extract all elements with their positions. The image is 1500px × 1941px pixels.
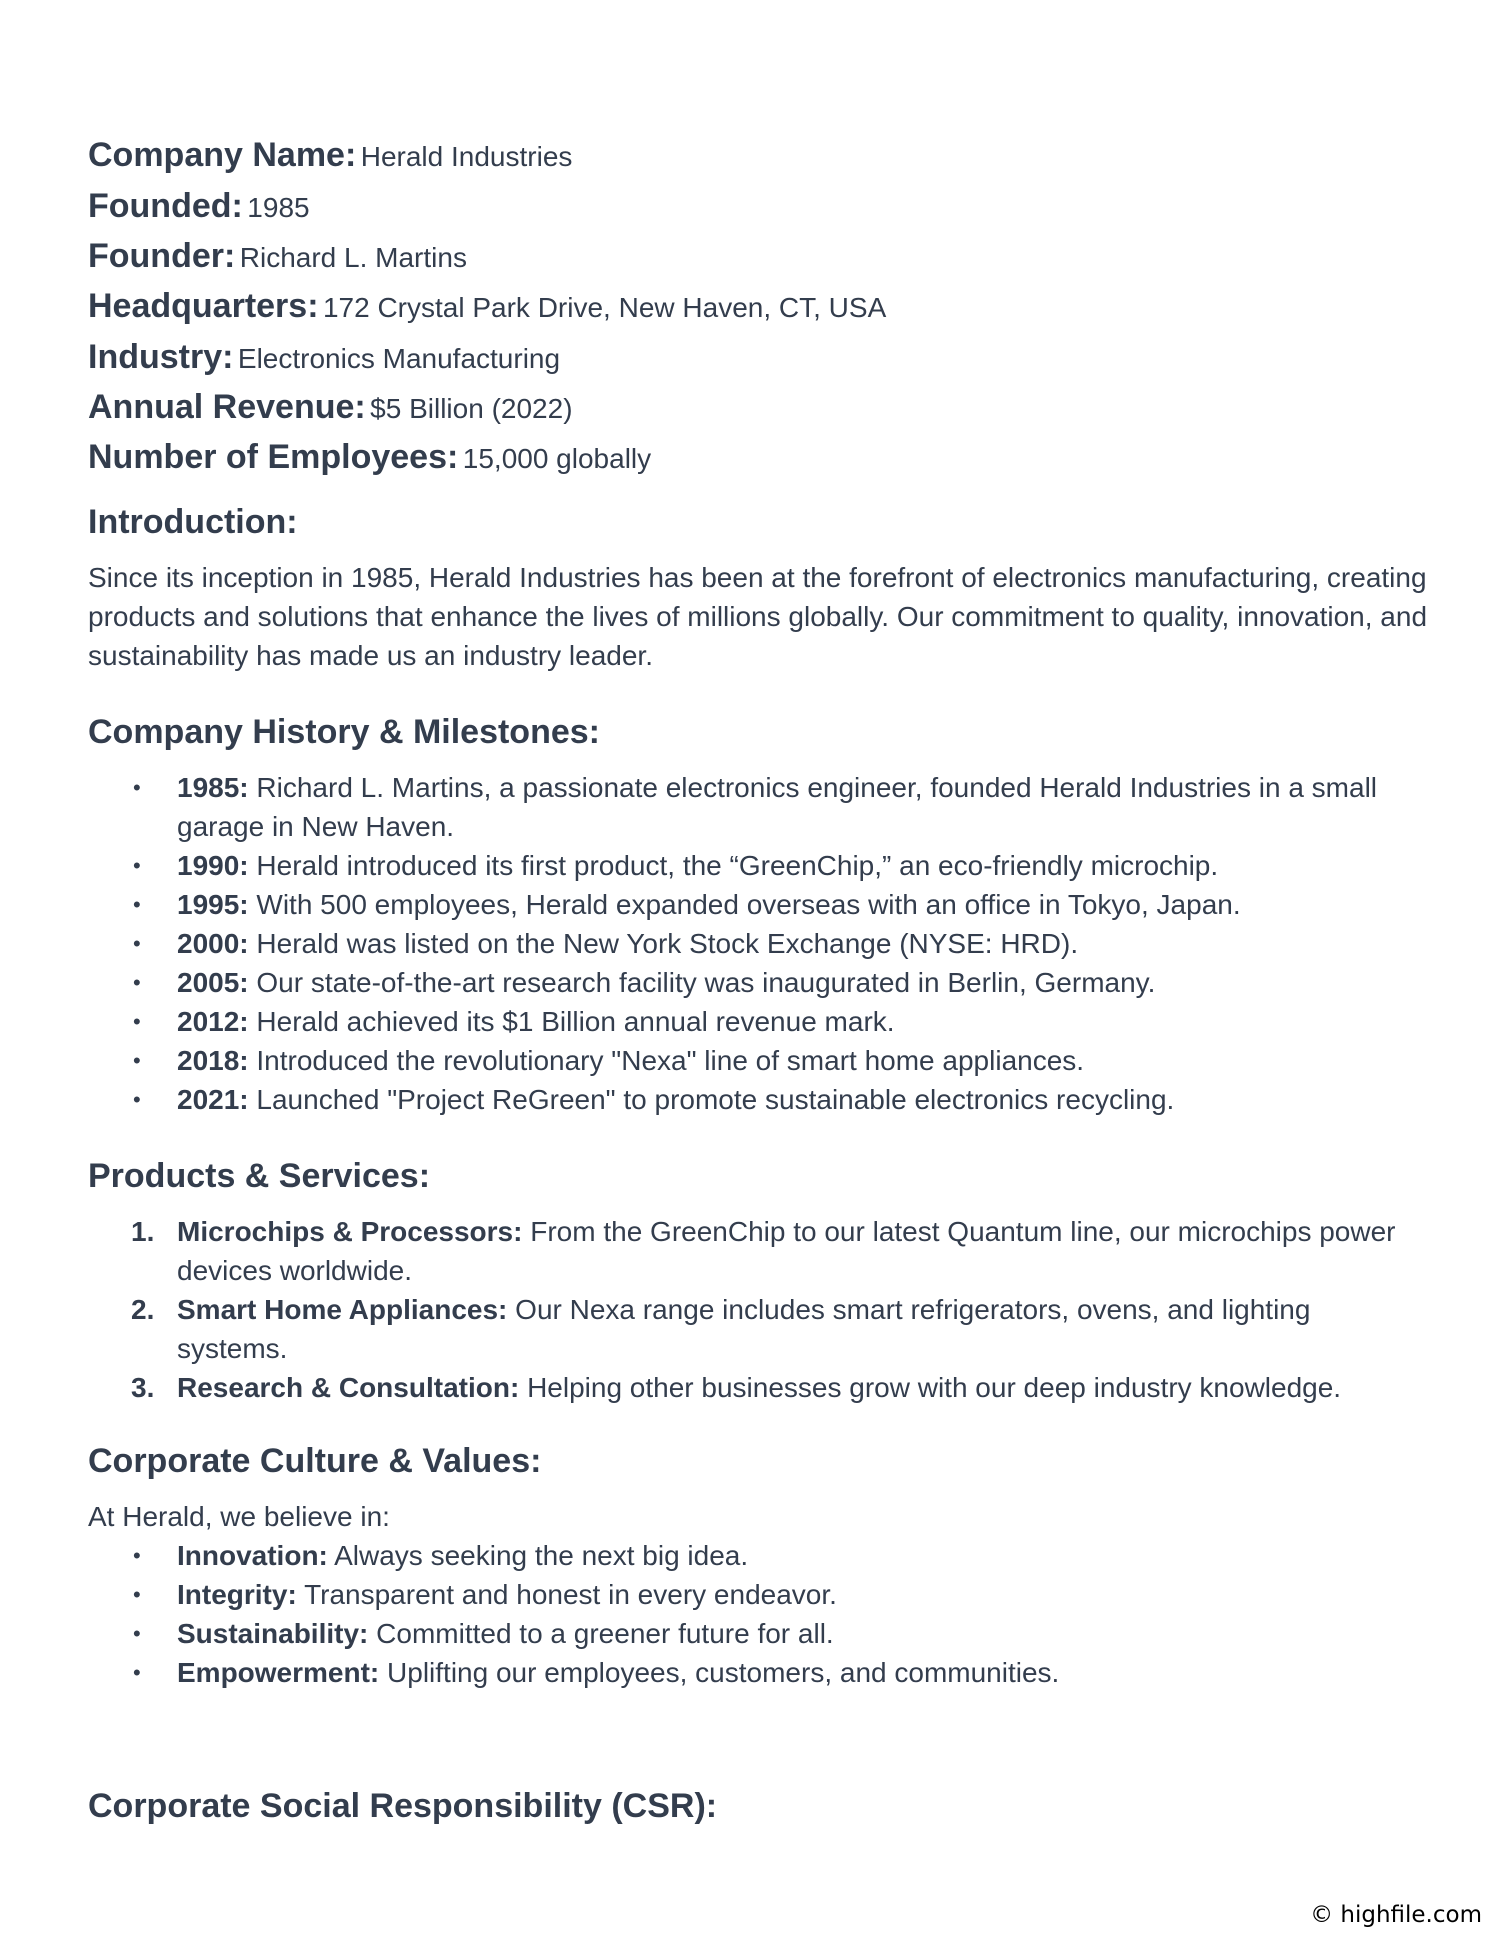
milestone-text: Herald was listed on the New York Stock Exchange (NYSE: HRD). [256, 928, 1079, 959]
value-label: Empowerment: [177, 1657, 380, 1688]
value-text: Always seeking the next big idea. [334, 1540, 749, 1571]
bullet-icon: • [133, 1621, 141, 1646]
list-item [88, 885, 1428, 924]
value-label: Innovation: [177, 1540, 328, 1571]
list-item [88, 924, 1428, 963]
value-text: Uplifting our employees, customers, and communities. [387, 1657, 1060, 1688]
product-text: From the GreenChip to our latest Quantum line, our microchips power devices worldwide. [177, 1216, 1396, 1286]
product-label: Research & Consultation: [177, 1372, 520, 1403]
bullet-icon: • [133, 1087, 141, 1112]
list-item [88, 1575, 1428, 1614]
milestone-text: Herald introduced its first product, the “GreenChip,” an eco-friendly microchip. [256, 850, 1219, 881]
bullet-icon: • [133, 1009, 141, 1034]
list-number: 2. [131, 1294, 155, 1325]
info-label: Number of Employees: [88, 438, 459, 476]
milestone-text: Richard L. Martins, a passionate electronics engineer, founded Herald Industries in a small garage in New Haven. [177, 772, 1378, 842]
info-value: Electronics Manufacturing [237, 343, 561, 374]
list-item [88, 768, 1428, 846]
milestone-year: 2021: [177, 1084, 249, 1115]
headquarters-line [88, 289, 886, 323]
info-label: Industry: [88, 338, 234, 376]
value-label: Integrity: [177, 1579, 297, 1610]
industry-line [88, 340, 560, 374]
annual-revenue-line [88, 390, 573, 424]
bullet-icon: • [133, 1582, 141, 1607]
list-item [88, 963, 1428, 1002]
introduction-text: Since its inception in 1985, Herald Industries has been at the forefront of electronics manufacturing, creating products and solutions that enhance the lives of millions globally. Our commitment to quality, innovation, and sustainability has made us an industry leader. [88, 562, 1428, 671]
info-value: 172 Crystal Park Drive, New Haven, CT, USA [322, 292, 887, 323]
culture-intro: At Herald, we believe in: [88, 1501, 390, 1532]
bullet-icon: • [133, 1543, 141, 1568]
products-list [88, 1212, 1428, 1407]
milestone-year: 2000: [177, 928, 249, 959]
bullet-icon: • [133, 892, 141, 917]
info-label: Founded: [88, 187, 243, 225]
milestone-year: 1990: [177, 850, 249, 881]
milestone-year: 2018: [177, 1045, 249, 1076]
milestone-year: 2012: [177, 1006, 249, 1037]
milestone-year: 2005: [177, 967, 249, 998]
milestone-text: Launched "Project ReGreen" to promote sustainable electronics recycling. [256, 1084, 1175, 1115]
info-label: Founder: [88, 237, 236, 275]
culture-list [88, 1536, 1428, 1692]
products-heading: Products & Services: [88, 1157, 431, 1195]
culture-heading: Corporate Culture & Values: [88, 1442, 542, 1480]
history-heading: Company History & Milestones: [88, 713, 600, 751]
list-number: 3. [131, 1372, 155, 1403]
bullet-icon: • [133, 1660, 141, 1685]
list-item [88, 1653, 1428, 1692]
info-label: Company Name: [88, 136, 357, 174]
milestone-year: 1985: [177, 772, 249, 803]
bullet-icon: • [133, 970, 141, 995]
value-text: Transparent and honest in every endeavor. [304, 1579, 837, 1610]
bullet-icon: • [133, 853, 141, 878]
list-item [88, 1290, 1428, 1368]
bullet-icon: • [133, 775, 141, 800]
product-text: Our Nexa range includes smart refrigerators, ovens, and lighting systems. [177, 1294, 1311, 1364]
founded-line [88, 189, 310, 223]
founder-line [88, 239, 467, 273]
list-item [88, 1536, 1428, 1575]
company-name-line [88, 138, 572, 172]
info-value: 1985 [247, 192, 310, 223]
bullet-icon: • [133, 931, 141, 956]
introduction-heading: Introduction: [88, 503, 298, 541]
info-label: Headquarters: [88, 287, 319, 325]
list-number: 1. [131, 1216, 155, 1247]
bullet-icon: • [133, 1048, 141, 1073]
copyright-footer: © highfile.com [1310, 1902, 1482, 1928]
milestone-text: Herald achieved its $1 Billion annual revenue mark. [256, 1006, 895, 1037]
list-item [88, 1212, 1428, 1290]
milestone-text: Introduced the revolutionary "Nexa" line of smart home appliances. [256, 1045, 1085, 1076]
milestone-year: 1995: [177, 889, 249, 920]
list-item [88, 846, 1428, 885]
employees-line [88, 440, 651, 474]
list-item [88, 1614, 1428, 1653]
product-text: Helping other businesses grow with our deep industry knowledge. [527, 1372, 1342, 1403]
product-label: Smart Home Appliances: [177, 1294, 508, 1325]
info-value: $5 Billion (2022) [370, 393, 573, 424]
list-item [88, 1080, 1428, 1119]
info-value: Herald Industries [360, 141, 573, 172]
list-item [88, 1002, 1428, 1041]
info-value: 15,000 globally [462, 443, 652, 474]
list-item [88, 1041, 1428, 1080]
milestone-text: Our state-of-the-art research facility was inaugurated in Berlin, Germany. [256, 967, 1156, 998]
product-label: Microchips & Processors: [177, 1216, 523, 1247]
info-value: Richard L. Martins [239, 242, 467, 273]
milestone-text: With 500 employees, Herald expanded overseas with an office in Tokyo, Japan. [256, 889, 1241, 920]
value-label: Sustainability: [177, 1618, 369, 1649]
list-item [88, 1368, 1428, 1407]
history-list [88, 768, 1428, 1119]
value-text: Committed to a greener future for all. [376, 1618, 834, 1649]
csr-heading: Corporate Social Responsibility (CSR): [88, 1787, 718, 1825]
info-label: Annual Revenue: [88, 388, 366, 426]
